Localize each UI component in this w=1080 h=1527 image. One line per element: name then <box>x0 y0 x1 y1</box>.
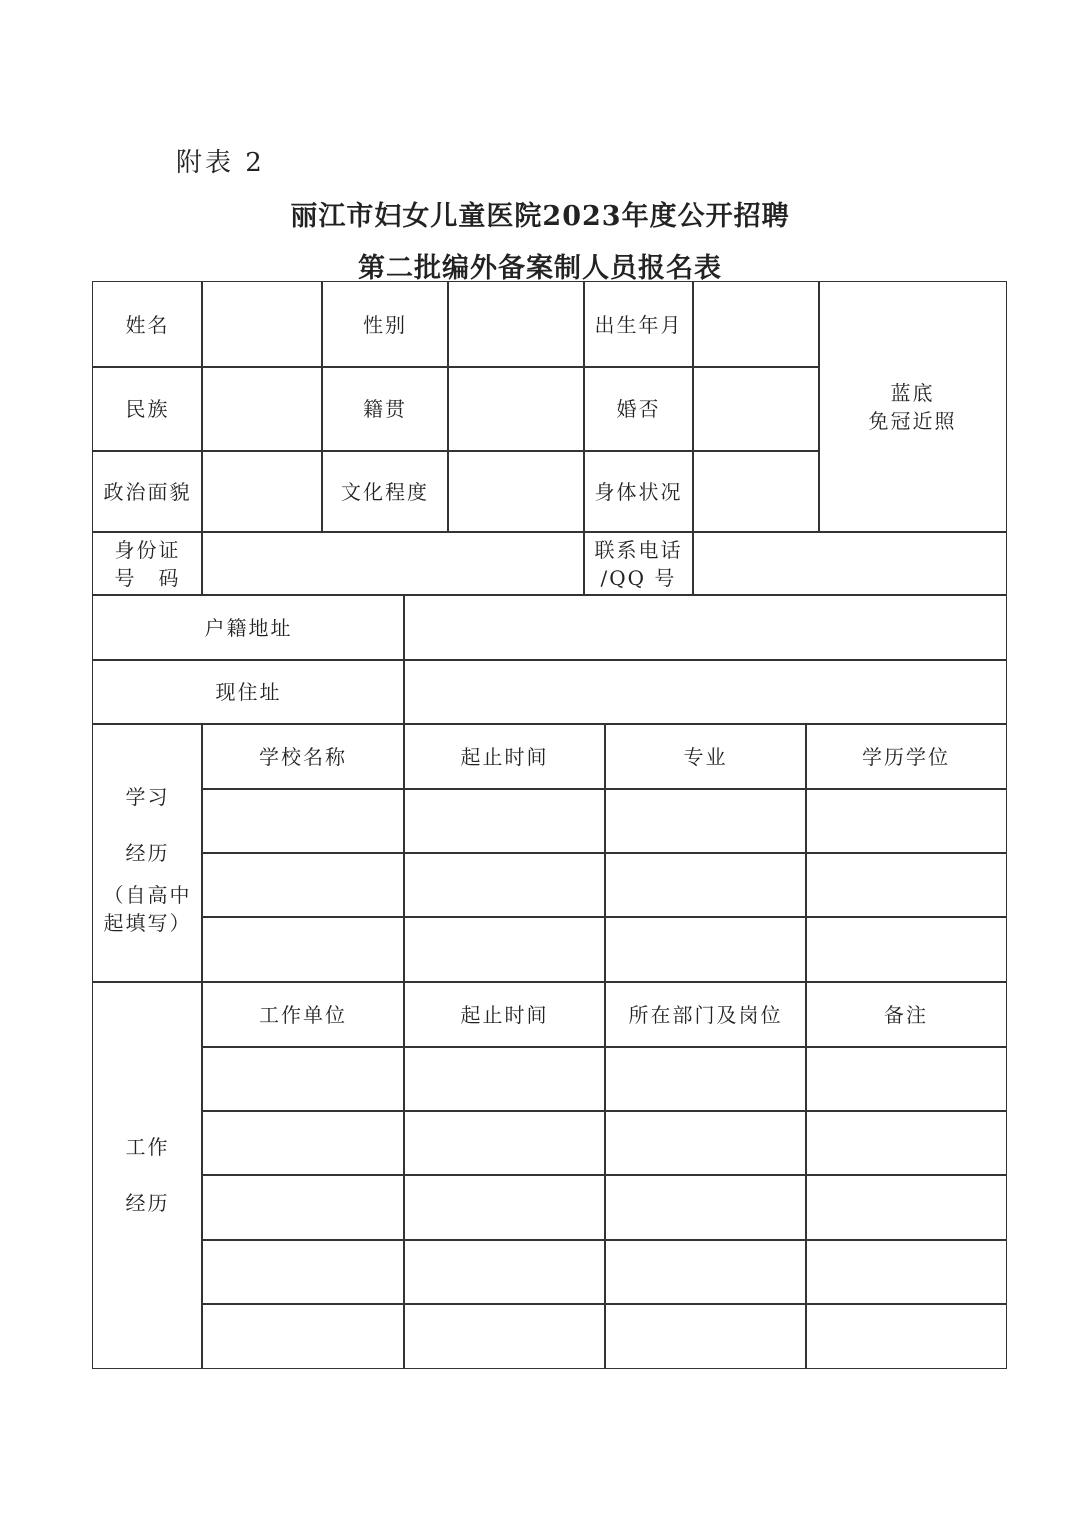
work-cell <box>403 1303 606 1369</box>
work-cell <box>403 1110 606 1176</box>
label-id-number <box>92 531 203 596</box>
work-cell <box>604 1239 807 1305</box>
field-phone <box>692 531 1007 596</box>
cell-text-line: 经历 <box>125 841 170 865</box>
label-ethnicity: 民族 <box>92 366 203 452</box>
label-household-address: 户籍地址 <box>92 594 405 661</box>
cell-text-line: 蓝底 <box>890 381 935 405</box>
work-cell <box>805 1174 1007 1241</box>
work-cell <box>604 1174 807 1241</box>
education-cell <box>604 788 807 854</box>
work-cell <box>201 1239 405 1305</box>
form-title-line1: 丽江市妇女儿童医院2023年度公开招聘 <box>290 201 790 232</box>
work-cell <box>403 1046 606 1112</box>
label-health: 身体状况 <box>583 450 694 533</box>
education-cell <box>403 788 606 854</box>
field-current-address <box>403 659 1007 725</box>
work-cell <box>201 1303 405 1369</box>
work-cell <box>805 1110 1007 1176</box>
cell-text-line: 免冠近照 <box>868 409 957 433</box>
work-cell <box>403 1174 606 1241</box>
education-cell <box>201 916 405 983</box>
education-cell <box>604 852 807 918</box>
cell-text-line: 经历 <box>125 1191 170 1215</box>
cell-text-line: 起填写） <box>103 911 192 935</box>
field-education-level <box>447 450 585 533</box>
work-cell <box>201 1046 405 1112</box>
work-cell <box>805 1239 1007 1305</box>
work-cell <box>604 1046 807 1112</box>
field-health <box>692 450 820 533</box>
work-side-label <box>92 981 203 1369</box>
cell-text-line: /QQ 号 <box>600 565 677 590</box>
label-marital: 婚否 <box>583 366 694 452</box>
work-header: 所在部门及岗位 <box>604 981 807 1048</box>
work-header: 起止时间 <box>403 981 606 1048</box>
work-cell <box>201 1174 405 1241</box>
attachment-label: 附表 2 <box>176 148 265 178</box>
field-ethnicity <box>201 366 323 452</box>
work-cell <box>604 1110 807 1176</box>
education-header: 学历学位 <box>805 723 1007 790</box>
label-education-level: 文化程度 <box>321 450 449 533</box>
label-current-address: 现住址 <box>92 659 405 725</box>
education-cell <box>201 788 405 854</box>
label-native-place: 籍贯 <box>321 366 449 452</box>
education-header: 起止时间 <box>403 723 606 790</box>
cell-text-line: 身份证 <box>114 537 181 562</box>
label-name: 姓名 <box>92 281 203 368</box>
education-cell <box>201 852 405 918</box>
label-gender: 性别 <box>321 281 449 368</box>
field-political <box>201 450 323 533</box>
field-native-place <box>447 366 585 452</box>
work-header: 工作单位 <box>201 981 405 1048</box>
education-header: 学校名称 <box>201 723 405 790</box>
field-household-address <box>403 594 1007 661</box>
education-cell <box>403 852 606 918</box>
work-cell <box>403 1239 606 1305</box>
work-cell <box>805 1046 1007 1112</box>
education-cell <box>604 916 807 983</box>
work-header: 备注 <box>805 981 1007 1048</box>
education-cell <box>805 788 1007 854</box>
education-header: 专业 <box>604 723 807 790</box>
work-cell <box>805 1303 1007 1369</box>
education-cell <box>403 916 606 983</box>
education-cell <box>805 852 1007 918</box>
field-gender <box>447 281 585 368</box>
cell-text-line: 工作 <box>125 1135 170 1159</box>
cell-text-line: 联系电话 <box>594 537 683 562</box>
field-marital <box>692 366 820 452</box>
work-cell <box>604 1303 807 1369</box>
label-political: 政治面貌 <box>92 450 203 533</box>
field-name <box>201 281 323 368</box>
label-birth: 出生年月 <box>583 281 694 368</box>
education-side-label <box>92 723 203 983</box>
cell-text-line: 号 码 <box>114 565 181 590</box>
form-title-line2: 第二批编外备案制人员报名表 <box>358 253 722 284</box>
education-cell <box>805 916 1007 983</box>
field-id-number <box>201 531 585 596</box>
cell-text-line: （自高中 <box>103 883 192 907</box>
label-phone <box>583 531 694 596</box>
cell-text-line: 学习 <box>125 785 170 809</box>
work-cell <box>201 1110 405 1176</box>
photo-box <box>818 281 1007 533</box>
field-birth <box>692 281 820 368</box>
